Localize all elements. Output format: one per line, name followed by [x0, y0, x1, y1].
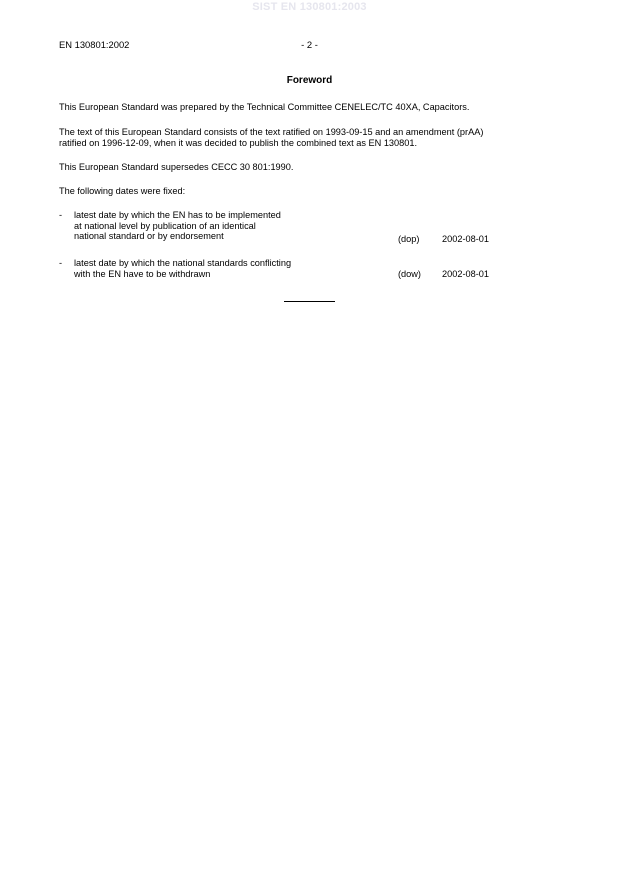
list-item-line: at national level by publication of an identical	[74, 220, 256, 231]
list-item-line: national standard or by endorsement	[74, 231, 224, 242]
list-item-date: 2002-08-01	[442, 234, 489, 244]
paragraph-text-ratified	[59, 127, 559, 148]
paragraph-line: This European Standard was prepared by the Technical Committee CENELEC/TC 40XA, Capacitors.	[59, 102, 470, 112]
list-item-date: 2002-08-01	[442, 269, 489, 279]
list-item-code: (dow)	[398, 269, 421, 279]
list-bullet: -	[59, 210, 63, 220]
list-item-line: latest date by which the EN has to be implemented	[74, 210, 281, 220]
paragraph-prepared-by	[59, 102, 559, 113]
list-item-text	[74, 210, 281, 242]
header-doc-id: EN 130801:2002	[59, 39, 130, 50]
header-page-number: - 2 -	[301, 39, 318, 50]
list-item-line: with the EN have to be withdrawn	[74, 268, 211, 279]
list-bullet: -	[59, 258, 63, 268]
end-rule	[284, 301, 335, 302]
paragraph-line: This European Standard supersedes CECC 30 801:1990.	[59, 162, 294, 172]
paragraph-line: ratified on 1996-12-09, when it was decided to publish the combined text as EN 130801.	[59, 137, 418, 148]
paragraph-line: The text of this European Standard consists of the text ratified on 1993-09-15 and an amendment (prAA)	[59, 127, 484, 137]
list-item-line: latest date by which the national standards conflicting	[74, 258, 292, 268]
paragraph-line: The following dates were fixed:	[59, 186, 186, 196]
list-item-code: (dop)	[398, 234, 420, 244]
section-title: Foreword	[286, 75, 333, 86]
watermark: SIST EN 130801:2003	[252, 1, 367, 13]
paragraph-supersedes	[59, 162, 559, 173]
paragraph-dates-fixed	[59, 186, 559, 197]
list-item-text	[74, 258, 291, 279]
